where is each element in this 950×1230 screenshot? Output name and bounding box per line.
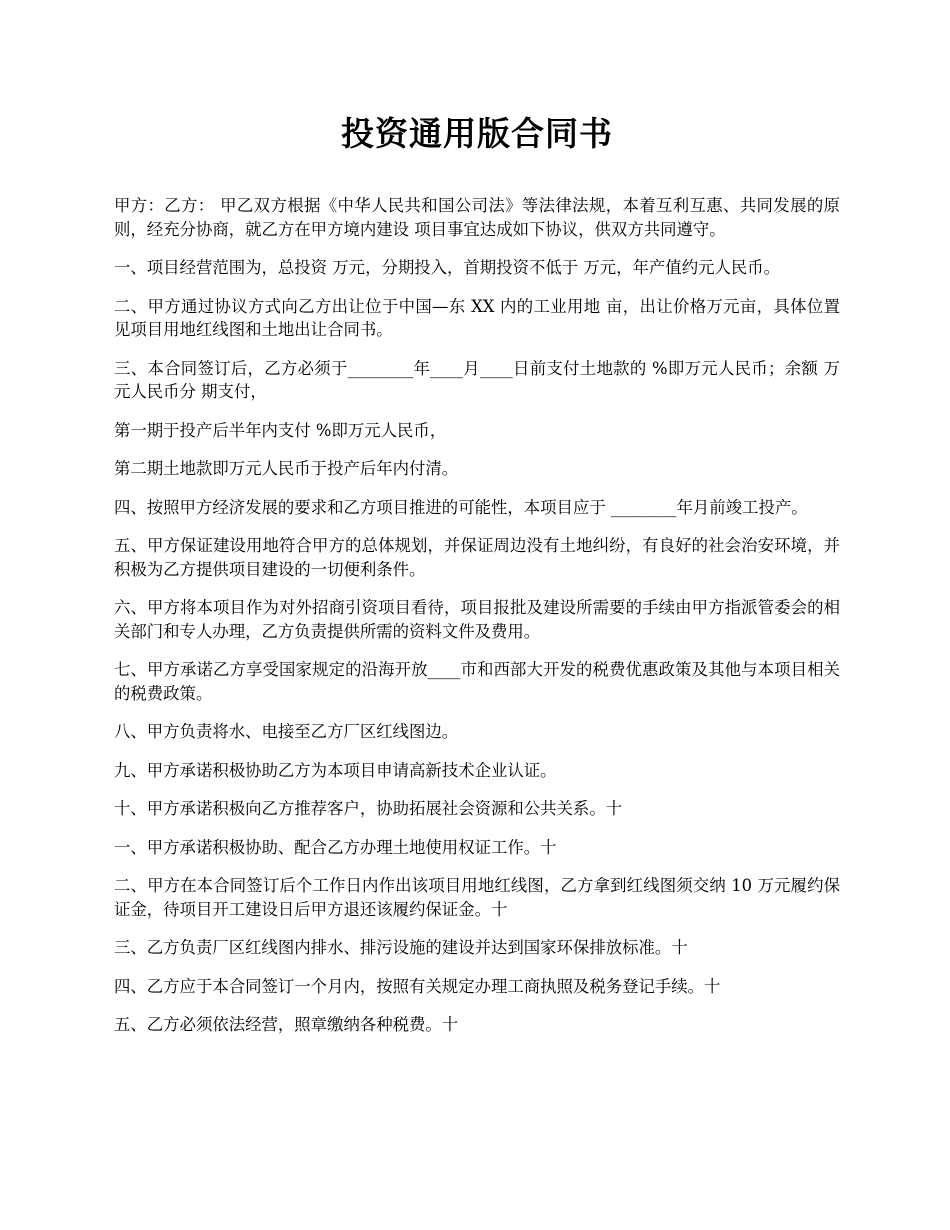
paragraph-clause-15: 五、乙方必须依法经营，照章缴纳各种税费。十 [114,1015,459,1034]
paragraph-clause-5: 五、甲方保证建设用地符合甲方的总体规划，并保证周边没有土地纠纷，有良好的社会治安环境，并积极为乙方提供项目建设的一切便利条件。 [114,536,840,579]
paragraph-clause-9: 九、甲方承诺积极协助乙方为本项目申请高新技术企业认证。 [114,760,557,780]
paragraph-clause-13: 三、乙方负责厂区红线图内排水、排污设施的建设并达到国家环保排放标准。十 [114,938,688,957]
paragraph-clause-4: 四、按照甲方经济发展的要求和乙方项目推进的可能性，本项目应于 ________年月前竣工投产。 [114,497,808,517]
document-title: 投资通用版合同书 [341,114,613,153]
paragraph-clause-14: 四、乙方应于本合同签订一个月内，按照有关规定办理工商执照及税务登记手续。十 [114,976,721,996]
paragraph-clause-1: 一、项目经营范围为，总投资 万元，分期投入，首期投资不低于 万元，年产值约元人民币。 [114,258,781,277]
paragraph-clause-10: 十、甲方承诺积极向乙方推荐客户，协助拓展社会资源和公共关系。十 [114,799,623,818]
paragraph-clause-8: 八、甲方负责将水、电接至乙方厂区红线图边。 [114,722,459,741]
paragraph-clause-3: 三、本合同签订后，乙方必须于________年____月____日前支付土地款的 %即万元人民币；余额 万元人民币分 期支付， [114,358,840,401]
paragraph-clause-2: 二、甲方通过协议方式向乙方出让位于中国—东 XX 内的工业用地 亩，出让价格万元亩，具体位置见项目用地红线图和土地出让合同书。 [114,296,840,339]
paragraph-clause-6: 六、甲方将本项目作为对外招商引资项目看待，项目报批及建设所需要的手续由甲方指派管委会的相关部门和专人办理，乙方负责提供所需的资料文件及费用。 [114,598,840,641]
paragraph-clause-11: 一、甲方承诺积极协助、配合乙方办理土地使用权证工作。十 [114,837,557,857]
paragraph-clause-12: 二、甲方在本合同签订后个工作日内作出该项目用地红线图，乙方拿到红线图须交纳 10 万元履约保证金，待项目开工建设日后甲方退还该履约保证金。十 [114,876,840,919]
paragraph-clause-7: 七、甲方承诺乙方享受国家规定的沿海开放____市和西部大开发的税费优惠政策及其他与本项目相关的税费政策。 [114,660,840,703]
paragraph-preamble: 甲方：乙方： 甲乙双方根据《中华人民共和国公司法》等法律法规，本着互利互惠、共同发展的原则，经充分协商，就乙方在甲方境内建设 项目事宜达成如下协议，供双方共同遵守。 [114,196,840,239]
paragraph-installment-2: 第二期土地款即万元人民币于投产后年内付清。 [114,459,459,478]
paragraph-installment-1: 第一期于投产后半年内支付 %即万元人民币， [114,420,447,440]
